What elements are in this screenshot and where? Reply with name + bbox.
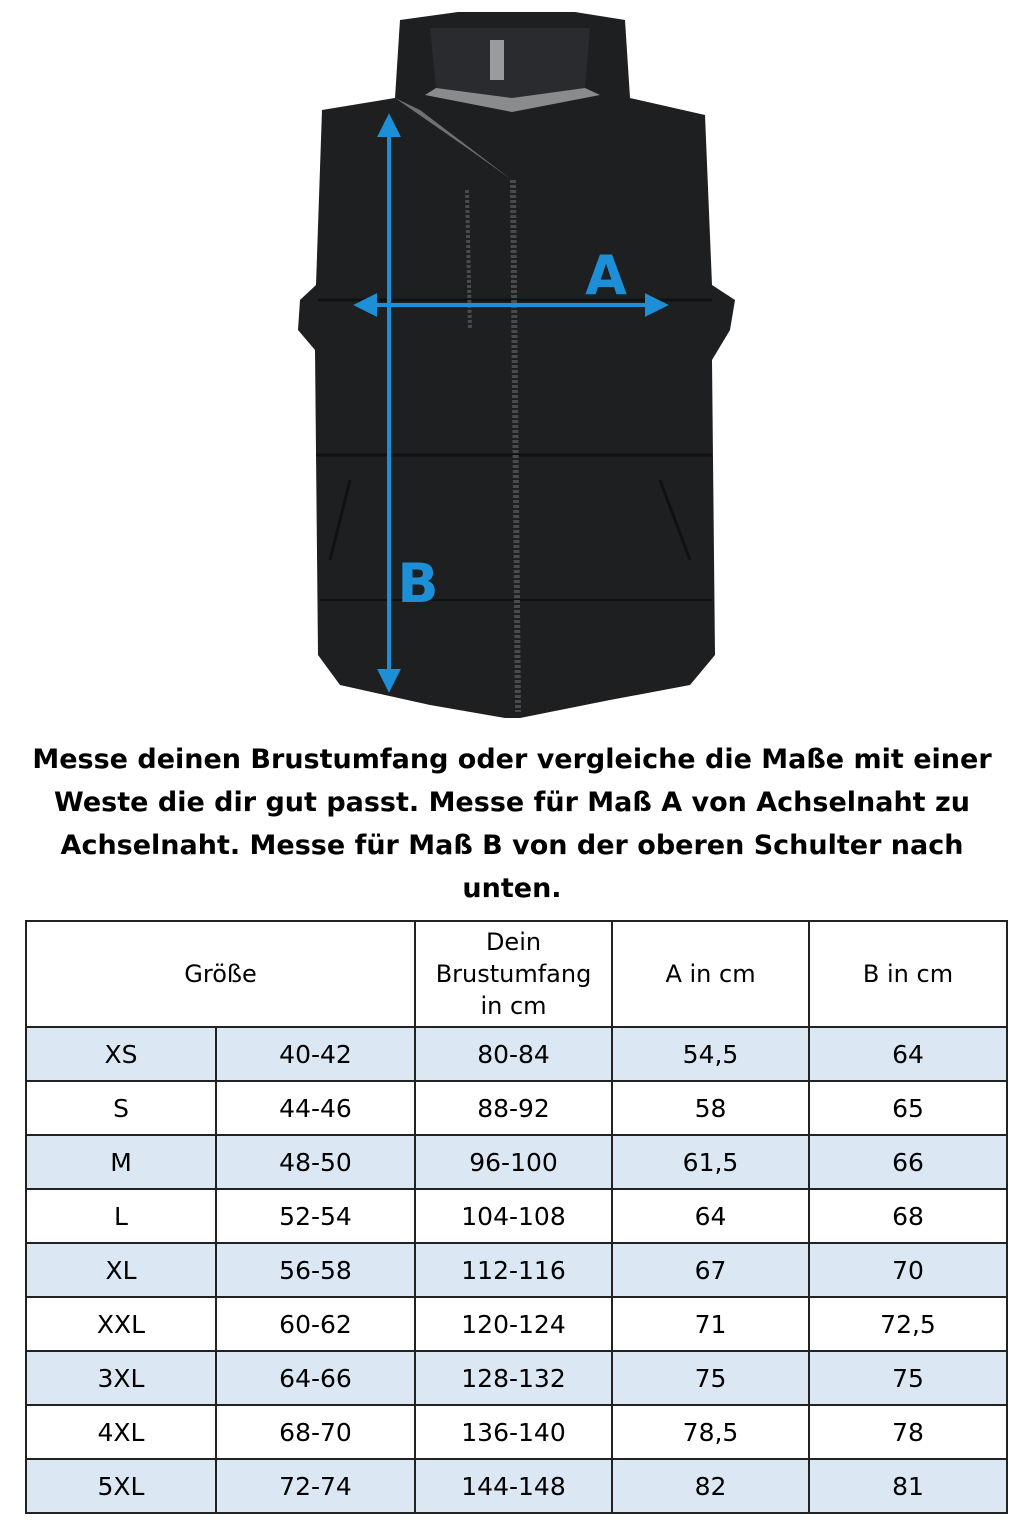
cell-a: 64 [612, 1189, 809, 1243]
cell-a: 78,5 [612, 1405, 809, 1459]
cell-b: 64 [809, 1027, 1007, 1081]
cell-chest: 104-108 [415, 1189, 612, 1243]
header-chest-line1: Dein [485, 928, 542, 956]
cell-b: 75 [809, 1351, 1007, 1405]
cell-a: 58 [612, 1081, 809, 1135]
cell-chest: 80-84 [415, 1027, 612, 1081]
measurement-b-label: B [397, 552, 439, 615]
cell-a: 82 [612, 1459, 809, 1513]
cell-eu-size: 68-70 [216, 1405, 415, 1459]
table-row [26, 1351, 1007, 1405]
cell-a: 67 [612, 1243, 809, 1297]
header-chest [415, 921, 612, 1027]
header-b: B in cm [809, 921, 1007, 1027]
cell-size: 3XL [26, 1351, 216, 1405]
table-row [26, 1243, 1007, 1297]
cell-b: 68 [809, 1189, 1007, 1243]
cell-eu-size: 72-74 [216, 1459, 415, 1513]
vest-measurement-diagram [0, 0, 1024, 730]
header-chest-line2: Brustumfang [435, 960, 592, 988]
cell-eu-size: 64-66 [216, 1351, 415, 1405]
measurement-instructions: Messe deinen Brustumfang oder vergleiche die Maße mit einer Weste die dir gut passt. Messe für Maß A von Achselnaht zu Achselnaht. Messe für Maß B von der oberen Schulter nach unten. [32, 744, 992, 904]
cell-b: 81 [809, 1459, 1007, 1513]
cell-a: 54,5 [612, 1027, 809, 1081]
cell-size: XS [26, 1027, 216, 1081]
vest-collar [430, 28, 590, 100]
vest-image [298, 12, 735, 718]
table-row [26, 1135, 1007, 1189]
cell-b: 70 [809, 1243, 1007, 1297]
cell-b: 72,5 [809, 1297, 1007, 1351]
table-row [26, 1405, 1007, 1459]
cell-size: XXL [26, 1297, 216, 1351]
cell-eu-size: 48-50 [216, 1135, 415, 1189]
cell-a: 61,5 [612, 1135, 809, 1189]
cell-chest: 112-116 [415, 1243, 612, 1297]
measurement-a-label: A [585, 244, 627, 307]
cell-a: 75 [612, 1351, 809, 1405]
cell-chest: 136-140 [415, 1405, 612, 1459]
cell-a: 71 [612, 1297, 809, 1351]
cell-chest: 88-92 [415, 1081, 612, 1135]
table-row [26, 1081, 1007, 1135]
cell-size: S [26, 1081, 216, 1135]
cell-eu-size: 52-54 [216, 1189, 415, 1243]
cell-chest: 128-132 [415, 1351, 612, 1405]
cell-eu-size: 44-46 [216, 1081, 415, 1135]
cell-chest: 144-148 [415, 1459, 612, 1513]
table-row [26, 1459, 1007, 1513]
cell-eu-size: 40-42 [216, 1027, 415, 1081]
cell-size: 5XL [26, 1459, 216, 1513]
cell-size: 4XL [26, 1405, 216, 1459]
cell-eu-size: 60-62 [216, 1297, 415, 1351]
cell-b: 78 [809, 1405, 1007, 1459]
cell-size: L [26, 1189, 216, 1243]
table-header-row [26, 921, 1007, 1027]
size-chart-table [25, 920, 1008, 1514]
header-size: Größe [26, 921, 415, 1027]
table-row [26, 1297, 1007, 1351]
cell-chest: 120-124 [415, 1297, 612, 1351]
cell-size: XL [26, 1243, 216, 1297]
cell-b: 66 [809, 1135, 1007, 1189]
cell-eu-size: 56-58 [216, 1243, 415, 1297]
cell-size: M [26, 1135, 216, 1189]
cell-b: 65 [809, 1081, 1007, 1135]
table-row [26, 1189, 1007, 1243]
table-row [26, 1027, 1007, 1081]
header-chest-line3: in cm [480, 992, 547, 1020]
header-a: A in cm [612, 921, 809, 1027]
cell-chest: 96-100 [415, 1135, 612, 1189]
